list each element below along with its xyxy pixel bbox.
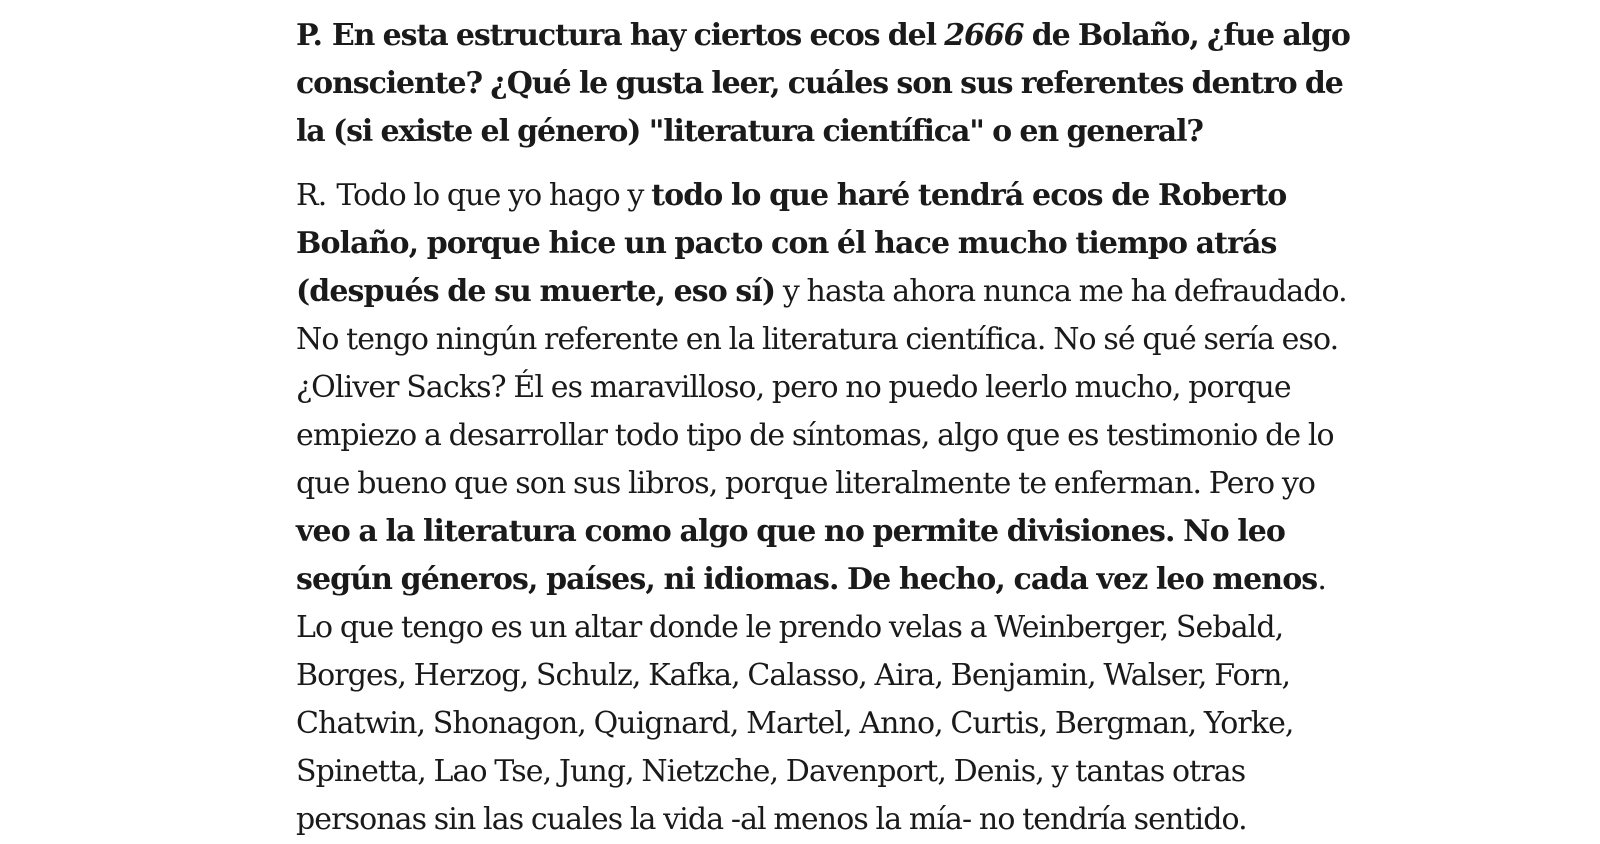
- question-marker: P.: [296, 18, 322, 53]
- answer-text: Todo lo que yo hago y: [336, 178, 652, 213]
- question-paragraph: [296, 12, 1356, 156]
- answer-paragraph: [296, 172, 1356, 844]
- book-title: 2666: [944, 18, 1024, 53]
- answer-highlight-bolano: todo lo que haré tendrá ecos de Roberto Bolaño, porque hice un pacto con él hace mucho tiempo atrás (después de su muerte, eso sí): [296, 178, 1287, 309]
- article-body: [296, 12, 1356, 844]
- answer-text: . Lo que tengo es un altar donde le prendo velas a Weinberger, Sebald, Borges, Herzog, Schulz, Kafka, Calasso, Aira, Benjamin, Walser, Forn, Chatwin, Shonagon, Quignard, Martel, Anno, Curtis, Bergman, Yorke, Spinetta, Lao Tse, Jung, Nietzche, Davenport, Denis, y tantas otras personas sin las cuales la vida -al menos la mía- no tendría sentido.: [296, 562, 1326, 837]
- answer-highlight-literature: veo a la literatura como algo que no permite divisiones. No leo según géneros, países, ni idiomas. De hecho, cada vez leo menos: [296, 514, 1318, 597]
- question-text: En esta estructura hay ciertos ecos del: [331, 18, 945, 53]
- answer-text: y hasta ahora nunca me ha defraudado. No tengo ningún referente en la literatura científica. No sé qué sería eso. ¿Oliver Sacks? Él es maravilloso, pero no puedo leerlo mucho, porque empiezo a desarrollar todo tipo de síntomas, algo que es testimonio de lo que bueno que son sus libros, porque literalmente te enferman. Pero yo: [296, 274, 1347, 501]
- answer-marker: R.: [296, 178, 327, 213]
- question-text-continued: de Bolaño, ¿fue algo consciente? ¿Qué le gusta leer, cuáles son sus referentes dentro de la (si existe el género) "literatura científica" o en general?: [296, 18, 1350, 149]
